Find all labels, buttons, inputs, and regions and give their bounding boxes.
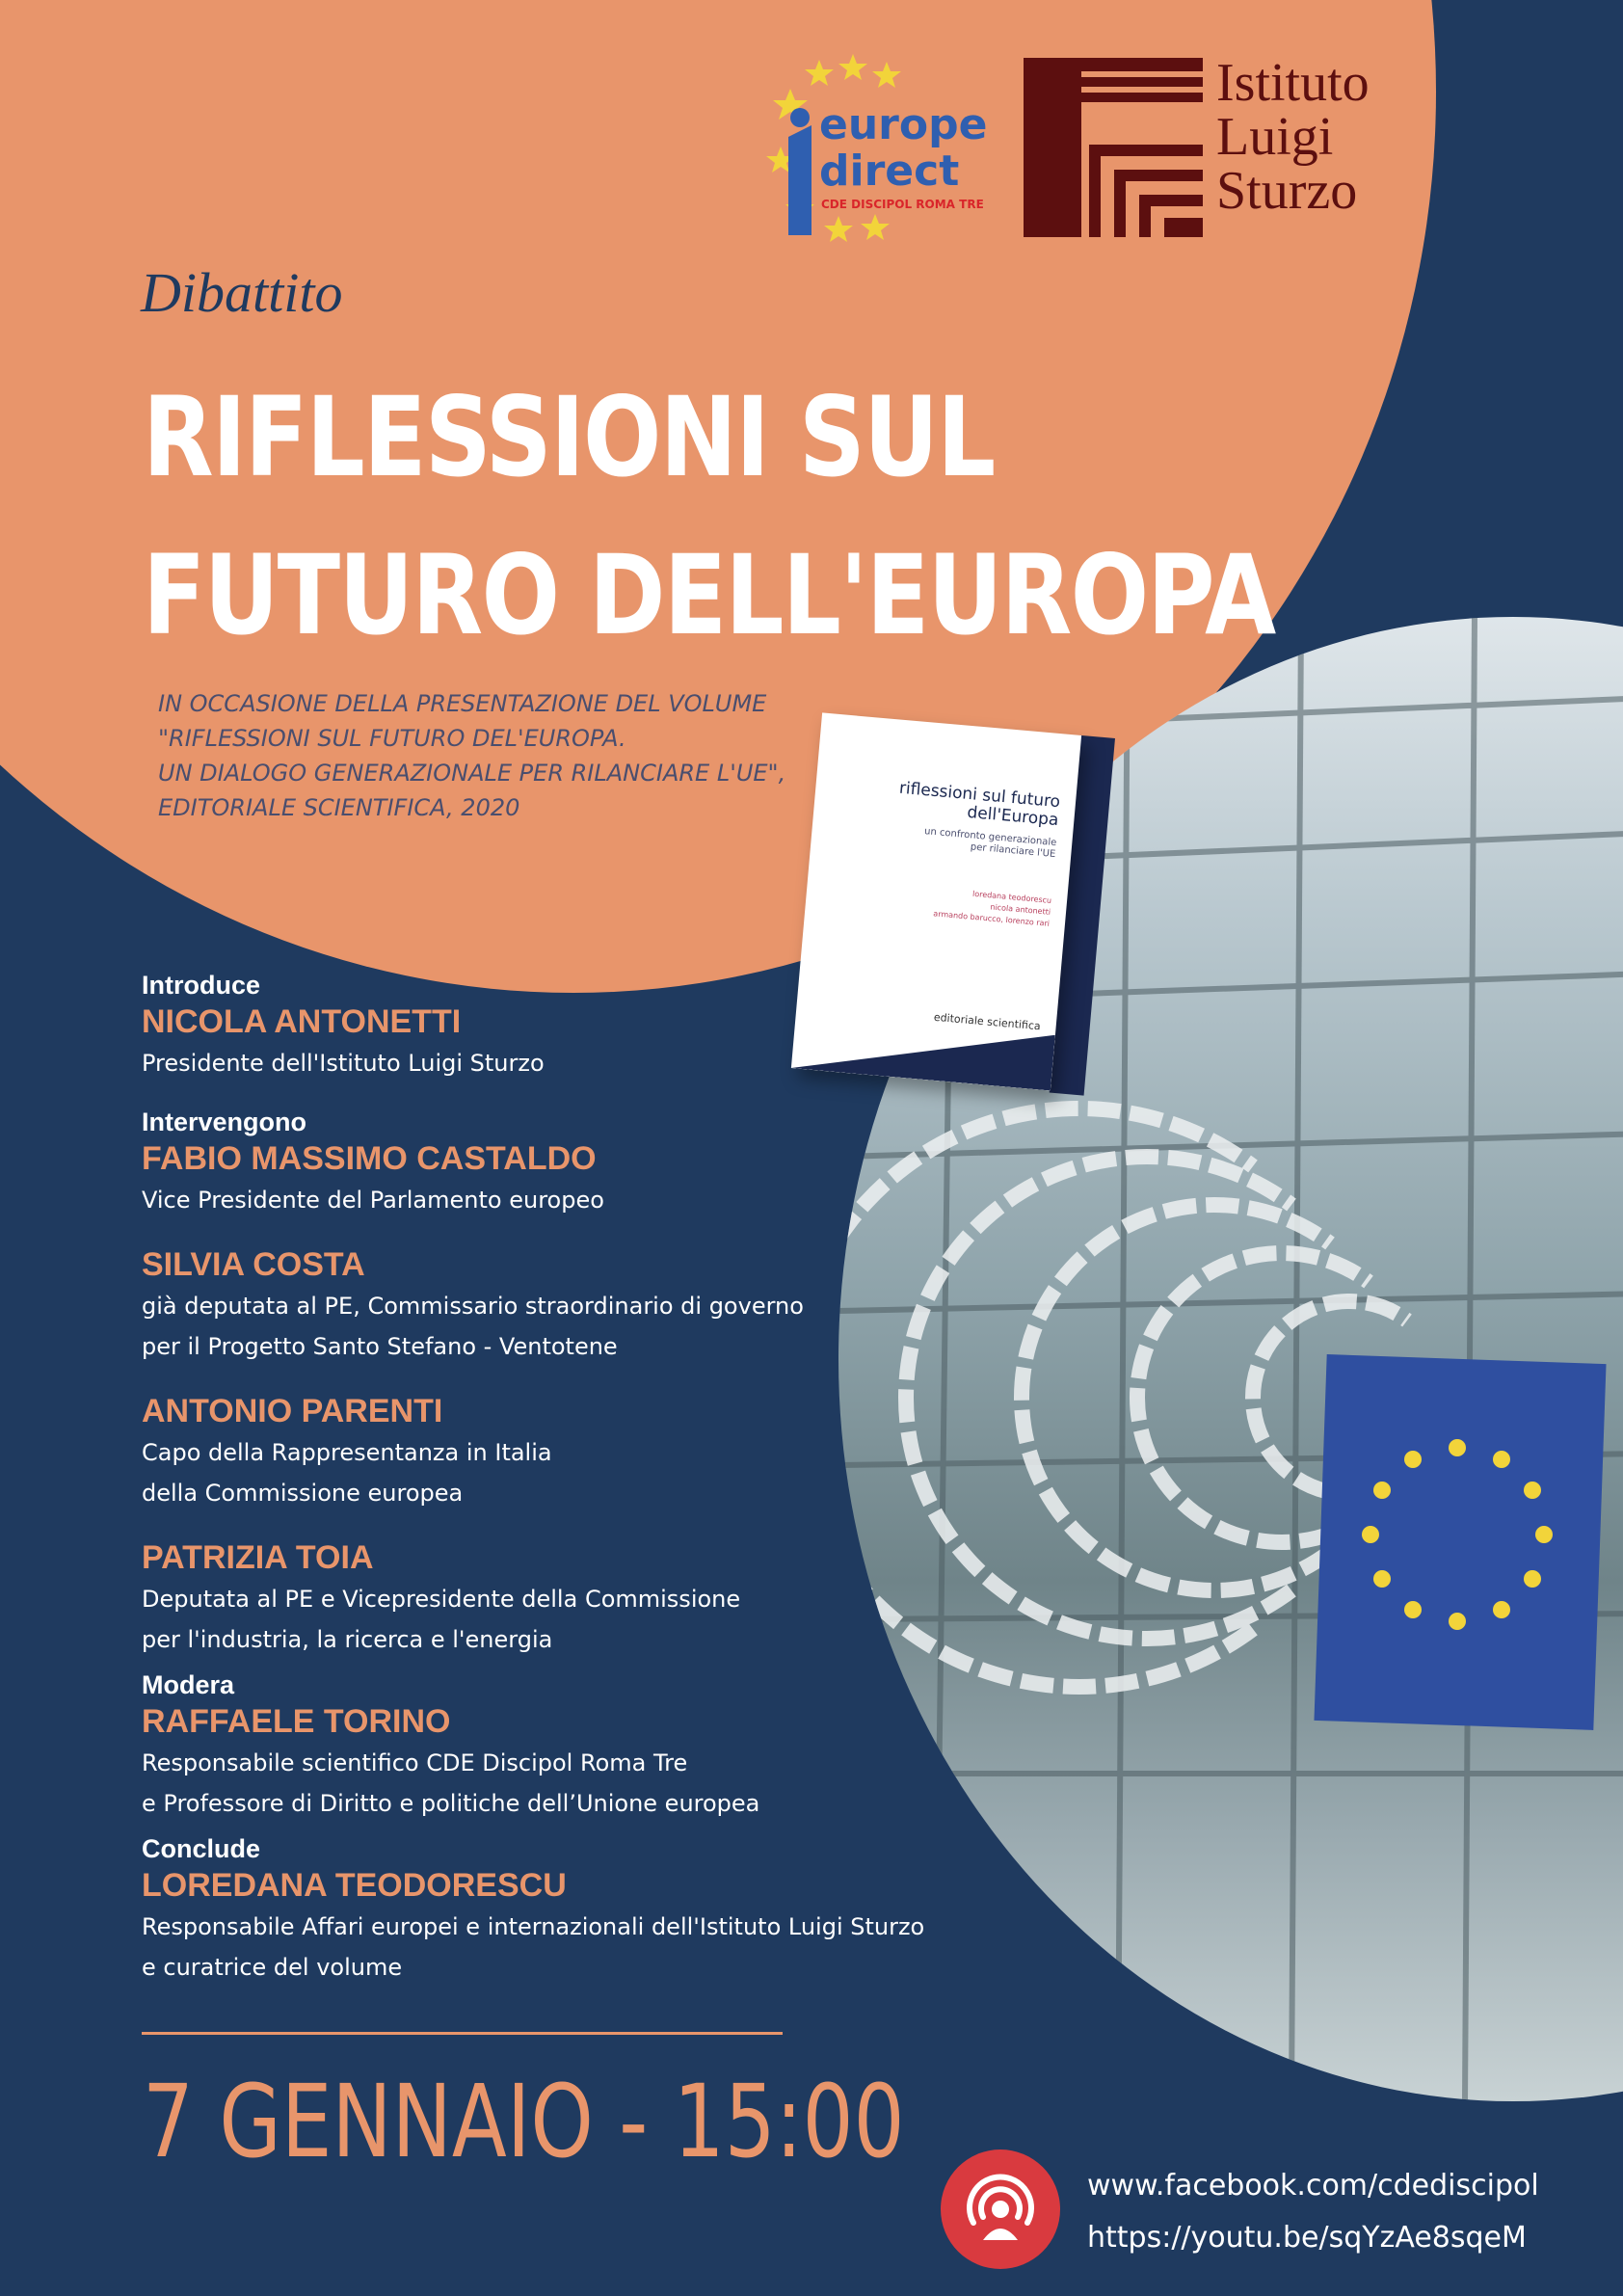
logo-caption: CDE DISCIPOL ROMA TRE (821, 198, 984, 211)
logo-europe-word: europe (819, 100, 988, 149)
broadcast-user-icon (941, 2149, 1060, 2269)
speaker-description: Capo della Rappresentanza in Italia della Commissione europea (142, 1439, 552, 1507)
youtube-link[interactable]: https://youtu.be/sqYzAe8sqeM (1087, 2221, 1527, 2255)
speaker-description: Presidente dell'Istituto Luigi Sturzo (142, 1050, 545, 1077)
book-publisher: editoriale scientifica (933, 1010, 1042, 1033)
book-title: riflessioni sul futuro dell'Europa (898, 778, 1061, 831)
divider (142, 2032, 783, 2035)
speaker-name: SILVIA COSTA (142, 1246, 365, 1283)
speaker-name: LOREDANA TEODORESCU (142, 1867, 567, 1904)
speaker-block (142, 1536, 932, 1660)
book-authors: loredana teodorescu nicola antonetti armando barucco, lorenzo rari (933, 889, 1052, 928)
facebook-link[interactable]: www.facebook.com/cdediscipol (1087, 2169, 1539, 2203)
speaker-description: Responsabile scientifico CDE Discipol Roma Tre e Professore di Diritto e politiche dell’Unione europea (142, 1749, 760, 1817)
speaker-name: NICOLA ANTONETTI (142, 1003, 462, 1040)
speaker-description: Responsabile Affari europei e internazionali dell'Istituto Luigi Sturzo e curatrice del volume (142, 1913, 925, 1981)
speaker-block (142, 1107, 932, 1220)
speaker-role: Conclude (142, 1834, 261, 1863)
event-date-time: 7 GENNAIO - 15:00 (143, 2063, 905, 2180)
speaker-block (142, 1243, 932, 1367)
speaker-description: già deputata al PE, Commissario straordinario di governo per il Progetto Santo Stefano - Ventotene (142, 1293, 804, 1360)
live-stream-icon (941, 2149, 1060, 2269)
speaker-role: Intervengono (142, 1108, 307, 1136)
speaker-name: RAFFAELE TORINO (142, 1703, 451, 1740)
speaker-block (142, 1833, 932, 1988)
book-subtitle: un confronto generazionale per rilanciare l'UE (923, 826, 1057, 861)
event-title: RIFLESSIONI SUL FUTURO DELL'EUROPA (143, 373, 1275, 659)
speaker-block (142, 970, 932, 1083)
speaker-name: PATRIZIA TOIA (142, 1539, 374, 1576)
speaker-block (142, 1669, 932, 1824)
event-kicker: Dibattito (141, 261, 343, 324)
speaker-block (142, 1390, 932, 1513)
occasion-text: IN OCCASIONE DELLA PRESENTAZIONE DEL VOLUME "RIFLESSIONI SUL FUTURO DEL'EUROPA. UN DIALOGO GENERAZIONALE PER RILANCIARE L'UE", EDITORIALE SCIENTIFICA, 2020 (158, 690, 786, 821)
eu-flag (1314, 1354, 1606, 1730)
speaker-name: FABIO MASSIMO CASTALDO (142, 1140, 597, 1177)
speaker-role: Modera (142, 1670, 235, 1699)
sturzo-emblem-icon (1022, 56, 1205, 239)
logo-direct-word: direct (819, 147, 960, 196)
istituto-sturzo-name: Istituto Luigi Sturzo (1216, 53, 1370, 221)
speakers-list (142, 970, 932, 1997)
europe-direct-emblem (761, 50, 998, 248)
speaker-description: Vice Presidente del Parlamento europeo (142, 1187, 604, 1214)
i-glyph-icon (788, 125, 812, 235)
speaker-role: Introduce (142, 971, 261, 1000)
speaker-description: Deputata al PE e Vicepresidente della Commissione per l'industria, la ricerca e l'energia (142, 1586, 741, 1653)
europe-direct-logo (761, 50, 998, 248)
speaker-name: ANTONIO PARENTI (142, 1393, 443, 1429)
